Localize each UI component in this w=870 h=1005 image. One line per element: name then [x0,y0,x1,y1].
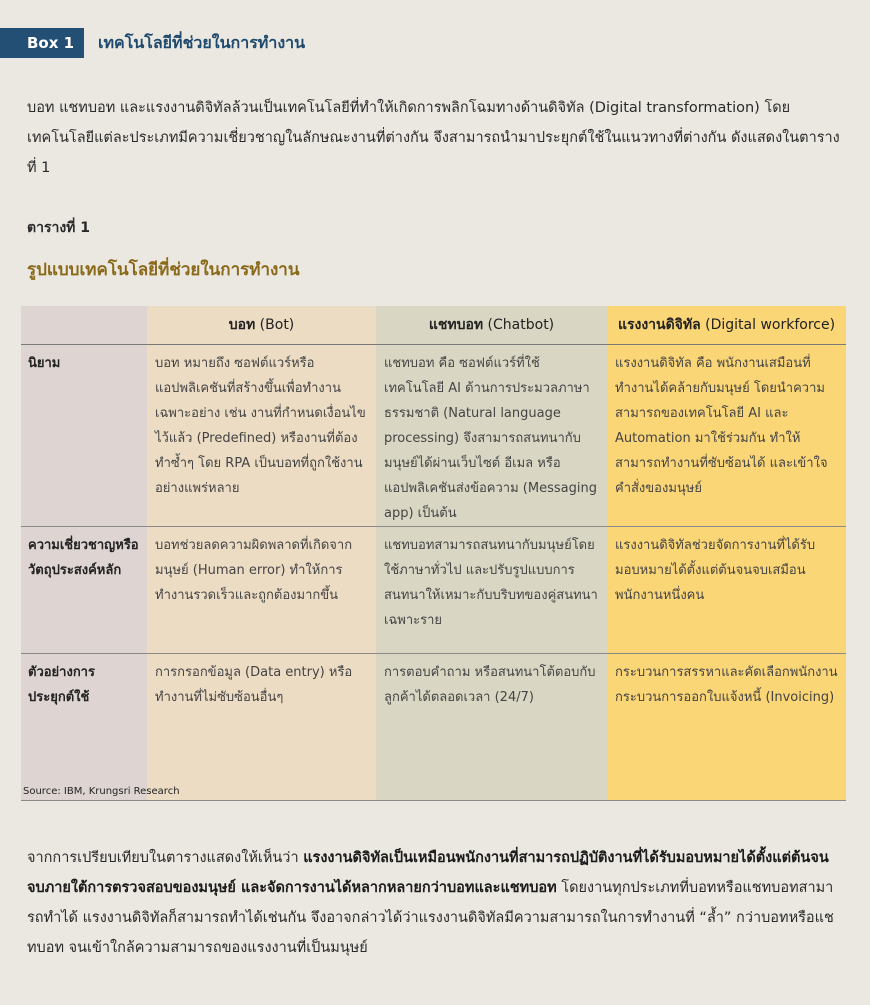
row-label-definition: นิยาม [21,345,147,527]
cell-chatbot-examples: การตอบคำถาม หรือสนทนาโต้ตอบกับลูกค้าได้ตลอดเวลา (24/7) [376,654,607,801]
conclusion-lead: จากการเปรียบเทียบในตารางแสดงให้เห็นว่า [27,850,304,866]
table-header-row [21,306,846,345]
cell-bot-expertise: บอทช่วยลดความผิดพลาดที่เกิดจากมนุษย์ (Human error) ทำให้การทำงานรวดเร็วและถูกต้องมากขึ้น [147,527,376,654]
header-digital-thai: แรงงานดิจิทัล [617,317,701,333]
header-bot-english: (Bot) [255,317,295,333]
cell-bot-definition: บอท หมายถึง ซอฟต์แวร์หรือแอปพลิเคชันที่สร้างขึ้นเพื่อทำงานเฉพาะอย่าง เช่น งานที่กำหนดเงื่อนไขไว้แล้ว (Predefined) หรืองานที่ต้องทำซ้ำๆ โดย RPA เป็นบอทที่ถูกใช้งานอย่างแพร่หลาย [147,345,376,527]
conclusion-paragraph [27,843,842,963]
cell-bot-examples: การกรอกข้อมูล (Data entry) หรือทำงานที่ไม่ซับซ้อนอื่นๆ [147,654,376,801]
conclusion-bold: แรงงานดิจิทัลเป็นเหมือนพนักงานที่สามารถปฏิบัติงานที่ได้รับมอบหมายได้ตั้งแต่ต้นจนจบภายใต้การตรวจสอบของมนุษย์ และจัดการงานได้หลากหลายกว่าบอทและแชทบอท [27,850,829,896]
table-title: รูปแบบเทคโนโลยีที่ช่วยในการทำงาน [27,260,300,280]
box-header [0,28,305,58]
table-row [21,345,846,527]
cell-chatbot-definition: แชทบอท คือ ซอฟต์แวร์ที่ใช้เทคโนโลยี AI ด้านการประมวลภาษาธรรมชาติ (Natural language processing) จึงสามารถสนทนากับมนุษย์ได้ผ่านเว็บไซต์ อีเมล หรือแอปพลิเคชันส่งข้อความ (Messaging app) เป็นต้น [376,345,607,527]
source-note: Source: IBM, Krungsri Research [23,786,180,797]
header-digital-english: (Digital workforce) [700,317,836,333]
row-label-examples: ตัวอย่างการประยุกต์ใช้ [21,654,147,801]
header-digital-workforce [607,306,846,345]
table-label: ตารางที่ 1 [27,220,91,236]
intro-paragraph: บอท แชทบอท และแรงงานดิจิทัลล้วนเป็นเทคโนโลยีที่ทำให้เกิดการพลิกโฉมทางด้านดิจิทัล (Digital transformation) โดยเทคโนโลยีแต่ละประเภทมีความเชี่ยวชาญในลักษณะงานที่ต่างกัน จึงสามารถนำมาประยุกต์ใช้ในแนวทางที่ต่างกัน ดังแสดงในตารางที่ 1 [27,100,840,176]
row-label-expertise: ความเชี่ยวชาญหรือวัตถุประสงค์หลัก [21,527,147,654]
conclusion-rest: โดยงานทุกประเภทที่บอทหรือแชทบอทสามารถทำได้ แรงงานดิจิทัลก็สามารถทำได้เช่นกัน จึงอาจกล่าวได้ว่าแรงงานดิจิทัลมีความสามารถในการทำงานที่ “ล้ำ” กว่าบอทหรือแชทบอท จนเข้าใกล้ความสามารถของแรงงานที่เป็นมนุษย์ [27,880,834,956]
cell-chatbot-expertise: แชทบอทสามารถสนทนากับมนุษย์โดยใช้ภาษาทั่วไป และปรับรูปแบบการสนทนาให้เหมาะกับบริบทของคู่สนทนาเฉพาะราย [376,527,607,654]
comparison-table [21,306,846,801]
header-chatbot-english: (Chatbot) [483,317,555,333]
cell-digital-expertise: แรงงานดิจิทัลช่วยจัดการงานที่ได้รับมอบหมายได้ตั้งแต่ต้นจนจบเสมือนพนักงานหนึ่งคน [607,527,846,654]
table-row [21,527,846,654]
header-empty [21,306,147,345]
header-bot-thai: บอท [228,317,256,333]
cell-digital-definition: แรงงานดิจิทัล คือ พนักงานเสมือนที่ทำงานได้คล้ายกับมนุษย์ โดยนำความสามารถของเทคโนโลยี AI และ Automation มาใช้ร่วมกัน ทำให้สามารถทำงานที่ซับซ้อนได้ และเข้าใจคำสั่งของมนุษย์ [607,345,846,527]
box-title: เทคโนโลยีที่ช่วยในการทำงาน [98,32,306,52]
header-chatbot-thai: แชทบอท [428,317,484,333]
header-bot [147,306,376,345]
cell-digital-examples: กระบวนการสรรหาและคัดเลือกพนักงาน กระบวนการออกใบแจ้งหนี้ (Invoicing) [607,654,846,801]
header-chatbot [376,306,607,345]
box-badge: Box 1 [0,28,84,58]
table-row [21,654,846,801]
